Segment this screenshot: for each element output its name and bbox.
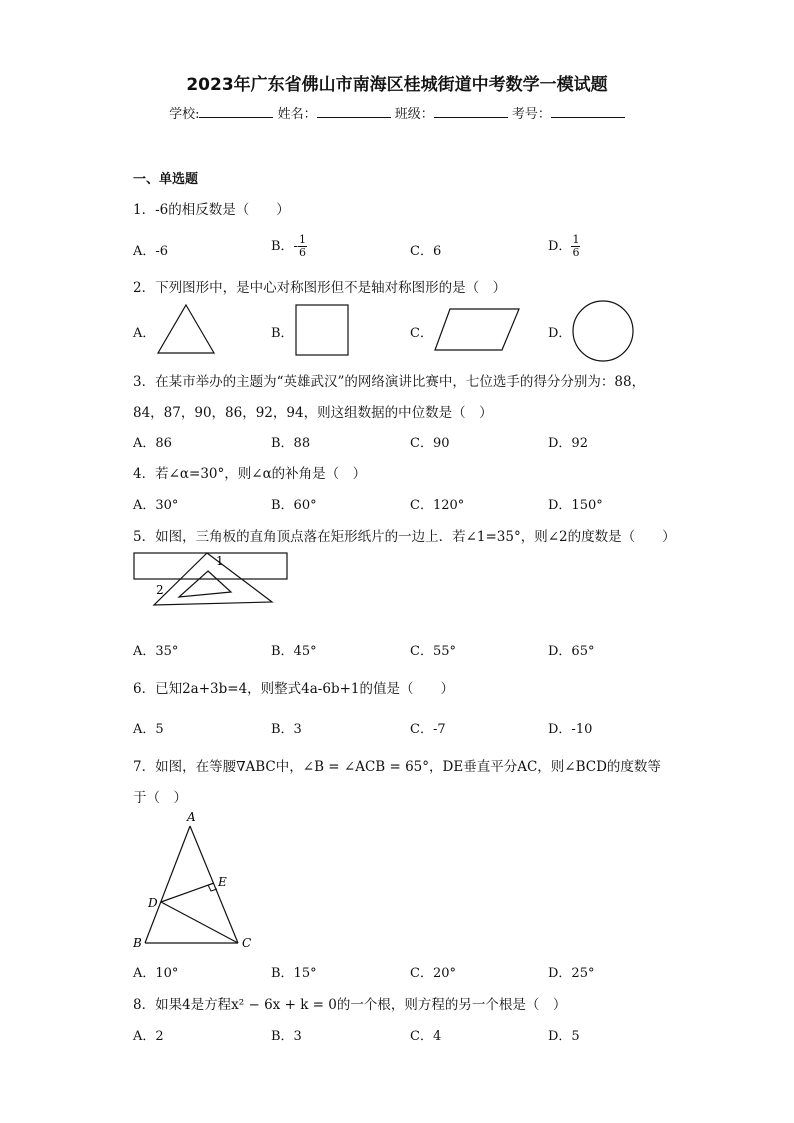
school-blank (199, 105, 273, 118)
vertex-a-label: A (187, 810, 196, 824)
q4-option-b: B．60° (271, 498, 317, 513)
q8-option-c: C．4 (410, 1029, 442, 1044)
fraction-denominator: 6 (298, 246, 306, 259)
q5-stem: 5．如图，三角板的直角顶点落在矩形纸片的一边上．若∠1=35°，则∠2的度数是（ ） (133, 529, 676, 545)
q7-option-a: A．10° (133, 966, 179, 981)
q1-option-d-fraction (571, 234, 580, 259)
fraction-numerator: 1 (298, 233, 306, 246)
q7-option-d: D．25° (548, 966, 595, 981)
q3-stem-line2: 84，87，90，86，92，94，则这组数据的中位数是（ ） (133, 405, 493, 421)
q1-option-c: C．6 (410, 244, 442, 259)
q6-option-a: A．5 (133, 722, 164, 737)
square-figure (293, 302, 351, 358)
q2-option-c: C． (410, 326, 433, 341)
q8-option-a: A．2 (133, 1029, 164, 1044)
q7-stem-line2: 于（ ） (133, 790, 187, 806)
school-label: 学校: (169, 107, 200, 122)
q1-stem: 1．-6的相反数是（ ） (133, 202, 290, 218)
name-blank (317, 105, 391, 118)
q1-option-d-prefix: D． (548, 239, 572, 254)
circle-figure (570, 299, 636, 363)
parallelogram-figure (432, 306, 522, 354)
vertex-b-label: B (133, 936, 142, 950)
point-e-label: E (218, 875, 227, 889)
page-title: 2023年广东省佛山市南海区桂城街道中考数学一模试题 (186, 75, 608, 95)
q1-option-d (548, 234, 580, 259)
exam-no-blank (551, 105, 625, 118)
angle-2-label: 2 (156, 583, 164, 597)
q8-option-b: B．3 (271, 1029, 302, 1044)
q5-option-c: C．55° (410, 644, 456, 659)
class-blank (434, 105, 508, 118)
q4-option-d: D．150° (548, 498, 603, 513)
q5-option-d: D．65° (548, 644, 595, 659)
q3-option-d: D．92 (548, 436, 588, 451)
q6-option-b: B．3 (271, 722, 302, 737)
q1-option-b (271, 234, 307, 259)
student-info-line (0, 103, 794, 122)
q1-option-a: A．-6 (133, 244, 169, 259)
angle-1-label: 1 (216, 554, 224, 568)
q2-stem: 2．下列图形中，是中心对称图形但不是轴对称图形的是（ ） (133, 280, 507, 296)
triangle-figure (155, 302, 219, 358)
q6-stem: 6．已知2a+3b=4，则整式4a-6b+1的值是（ ） (133, 681, 455, 697)
exam-no-label: 考号： (511, 107, 551, 122)
fraction-numerator: 1 (572, 233, 580, 246)
q2-option-a: A． (133, 326, 156, 341)
class-label: 班级： (394, 107, 434, 122)
q3-option-c: C．90 (410, 436, 450, 451)
q7-stem-line1: 7．如图，在等腰∇ABC中，∠B = ∠ACB = 65°，DE垂直平分AC，则∠BCD的度数等 (133, 759, 661, 775)
vertex-c-label: C (242, 936, 252, 950)
triangle-ruler-rectangle-figure (130, 548, 300, 608)
q1-option-b-fraction (298, 234, 307, 259)
q4-stem: 4．若∠α=30°，则∠α的补角是（ ） (133, 466, 367, 482)
q4-option-c: C．120° (410, 498, 465, 513)
isosceles-triangle-figure (128, 808, 268, 954)
q2-option-d: D． (548, 326, 572, 341)
q7-option-c: C．20° (410, 966, 456, 981)
q3-option-b: B．88 (271, 436, 311, 451)
section-heading: 一、单选题 (133, 172, 199, 187)
q8-option-d: D．5 (548, 1029, 580, 1044)
q5-option-a: A．35° (133, 644, 179, 659)
point-d-label: D (148, 896, 158, 910)
q6-option-d: D．-10 (548, 722, 593, 737)
name-label: 姓名： (277, 107, 317, 122)
q3-option-a: A．86 (133, 436, 172, 451)
q8-stem: 8．如果4是方程x² − 6x + k = 0的一个根，则方程的另一个根是（ ） (133, 997, 567, 1013)
q7-option-b: B．15° (271, 966, 317, 981)
q6-option-c: C．-7 (410, 722, 446, 737)
q3-stem-line1: 3．在某市举办的主题为“英雄武汉”的网络演讲比赛中，七位选手的得分分别为：88， (133, 374, 646, 390)
q1-option-b-prefix: B．- (271, 239, 298, 254)
q5-option-b: B．45° (271, 644, 317, 659)
q2-option-b: B． (271, 326, 294, 341)
fraction-denominator: 6 (572, 246, 580, 259)
q4-option-a: A．30° (133, 498, 179, 513)
